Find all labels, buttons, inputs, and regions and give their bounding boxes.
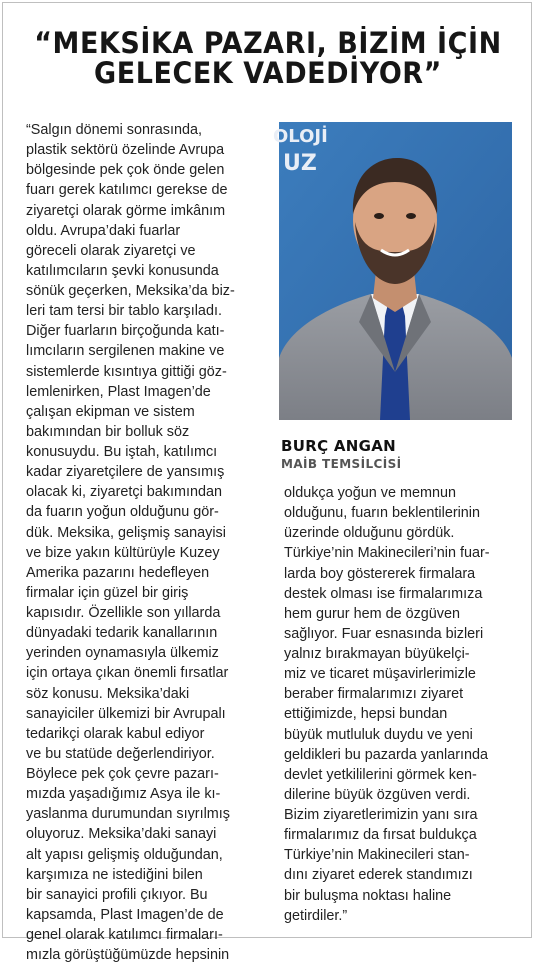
backdrop-text-mid: UZ bbox=[283, 151, 317, 176]
text-line: Böylece pek çok çevre pazarı- bbox=[26, 766, 219, 782]
text-line: yerinden oynamasıyla ülkemiz bbox=[26, 645, 219, 662]
text-line: söz konusu. Meksika’daki bbox=[26, 685, 190, 702]
headline-line-2: GELECEK VADEDİYOR” bbox=[94, 56, 442, 90]
text-line: için ortaya çıkan önemli fırsatlar bbox=[26, 665, 229, 682]
text-line: oldukça yoğun ve memnun bbox=[284, 485, 456, 501]
headline-line-1: “MEKSİKA PAZARI, BİZİM İÇİN bbox=[34, 26, 502, 60]
text-line: lemlenirken, Plast Imagen’de bbox=[26, 383, 211, 400]
text-line: dilerine büyük özgüven verdi. bbox=[284, 786, 471, 803]
portrait-photo bbox=[273, 122, 512, 420]
caption-title: MAİB TEMSİLCİSİ bbox=[281, 457, 402, 471]
text-line: dını ziyaret ederek standımızı bbox=[284, 867, 473, 884]
text-line: çalışan ekipman ve sistem bbox=[26, 403, 195, 420]
text-line: da fuarın yoğun olduğunu gör- bbox=[26, 504, 219, 521]
text-line: plastik sektörü özelinde Avrupa bbox=[26, 142, 225, 159]
text-line: bir sanayici profili çıkıyor. Bu bbox=[26, 886, 208, 903]
text-line: olduğunu, fuarın beklentilerinin bbox=[284, 505, 481, 522]
text-line: ve bu statüde değerlendiriyor. bbox=[26, 745, 215, 762]
text-line: dünyadaki tedarik kanallarının bbox=[26, 625, 218, 642]
text-line: alt yapısı gelişmiş olduğundan, bbox=[26, 846, 223, 863]
text-line: devlet yetkililerini görmek ken- bbox=[284, 766, 477, 783]
text-line: büyük mutluluk duydu ve yeni bbox=[284, 726, 473, 743]
text-line: leri tam tersi bir tablo karşıladı. bbox=[26, 303, 222, 320]
text-line: bir buluşma noktası haline bbox=[284, 887, 452, 904]
text-line: hem gurur hem de özgüven bbox=[284, 605, 460, 622]
text-line: karşımıza ne istediğini bilen bbox=[26, 866, 203, 883]
article-right-column bbox=[284, 483, 514, 926]
text-line: getirdiler.” bbox=[284, 907, 348, 924]
text-line: dük. Meksika, gelişmiş sanayisi bbox=[26, 524, 226, 541]
text-line: ve bize yakın kültürüyle Kuzey bbox=[26, 544, 220, 561]
text-line: kadar ziyaretçilere de yansımış bbox=[26, 464, 225, 481]
text-line: larda boy göstererek firmalara bbox=[284, 565, 476, 582]
text-line: ettiğimizde, hepsi bundan bbox=[284, 706, 448, 723]
text-line: oluyoruz. Meksika’daki sanayi bbox=[26, 826, 217, 843]
text-line: Diğer fuarların birçoğunda katı- bbox=[26, 323, 225, 340]
text-line: bakımından bir bolluk söz bbox=[26, 423, 190, 440]
text-line: sönük geçerken, Meksika’da biz- bbox=[26, 283, 235, 299]
text-line: beraber firmalarımızı ziyaret bbox=[284, 686, 464, 703]
text-line: miz ve ticaret müşavirlerimizle bbox=[284, 666, 476, 683]
text-line: kapısıdır. Özellikle son yıllarda bbox=[26, 605, 221, 621]
text-line: kapsamda, Plast Imagen’de de bbox=[26, 906, 224, 923]
text-line: mızda yaşadığımız Asya ile kı- bbox=[26, 786, 221, 803]
text-line: sağlıyor. Fuar esnasında bizleri bbox=[284, 625, 484, 642]
text-line: genel olarak katılımcı firmaları- bbox=[26, 927, 223, 943]
text-line: sanayiciler ülkemizi bir Avrupalı bbox=[26, 705, 226, 722]
text-line: üzerinde olduğunu gördük. bbox=[284, 525, 455, 542]
text-line: Türkiye’nin Makinecileri’nin fuar- bbox=[284, 545, 490, 562]
text-line: göreceli olarak ziyaretçi ve bbox=[26, 242, 196, 259]
text-line: oldu. Avrupa’daki fuarlar bbox=[26, 222, 181, 239]
text-line: katılımcıların şevki konusunda bbox=[26, 262, 219, 279]
text-line: olacak ki, ziyaretçi bakımından bbox=[26, 484, 222, 501]
text-line: Amerika pazarını hedefleyen bbox=[26, 564, 210, 581]
text-line: lımcıların sergilenen makine ve bbox=[26, 343, 225, 360]
article-left-column bbox=[26, 120, 258, 965]
text-line: sistemlerde kısıntıya gittiği göz- bbox=[26, 363, 227, 380]
backdrop-text-top: OLOJİ bbox=[273, 126, 328, 147]
text-line: fuarı gerek katılımcı gerekse de bbox=[26, 182, 228, 199]
text-line: firmalar için güzel bir giriş bbox=[26, 584, 189, 601]
text-line: konusuydu. Bu iştah, katılımcı bbox=[26, 444, 218, 460]
text-line: destek olması ise firmalarımıza bbox=[284, 585, 483, 602]
text-line: tedarikçi olarak kabul ediyor bbox=[26, 725, 205, 742]
caption-name: BURÇ ANGAN bbox=[281, 437, 397, 455]
text-line: ziyaretçi olarak görme imkânım bbox=[26, 202, 226, 219]
text-line: Türkiye’nin Makinecileri stan- bbox=[284, 847, 470, 864]
text-line: “Salgın dönemi sonrasında, bbox=[26, 122, 202, 138]
text-line: bölgesinde pek çok önde gelen bbox=[26, 162, 225, 179]
text-line: yaslanma durumundan sıyrılmış bbox=[26, 806, 230, 823]
article-headline bbox=[28, 28, 508, 88]
text-line: Bizim ziyaretlerimizin yanı sıra bbox=[284, 807, 478, 823]
text-line: geldikleri bu pazarda yanlarında bbox=[284, 746, 488, 763]
text-line: mızla görüştüğümüzde hepsinin bbox=[26, 947, 230, 964]
text-line: yalnız bırakmayan büyükelçi- bbox=[284, 646, 470, 662]
text-line: firmalarımız da fırsat buldukça bbox=[284, 827, 477, 844]
